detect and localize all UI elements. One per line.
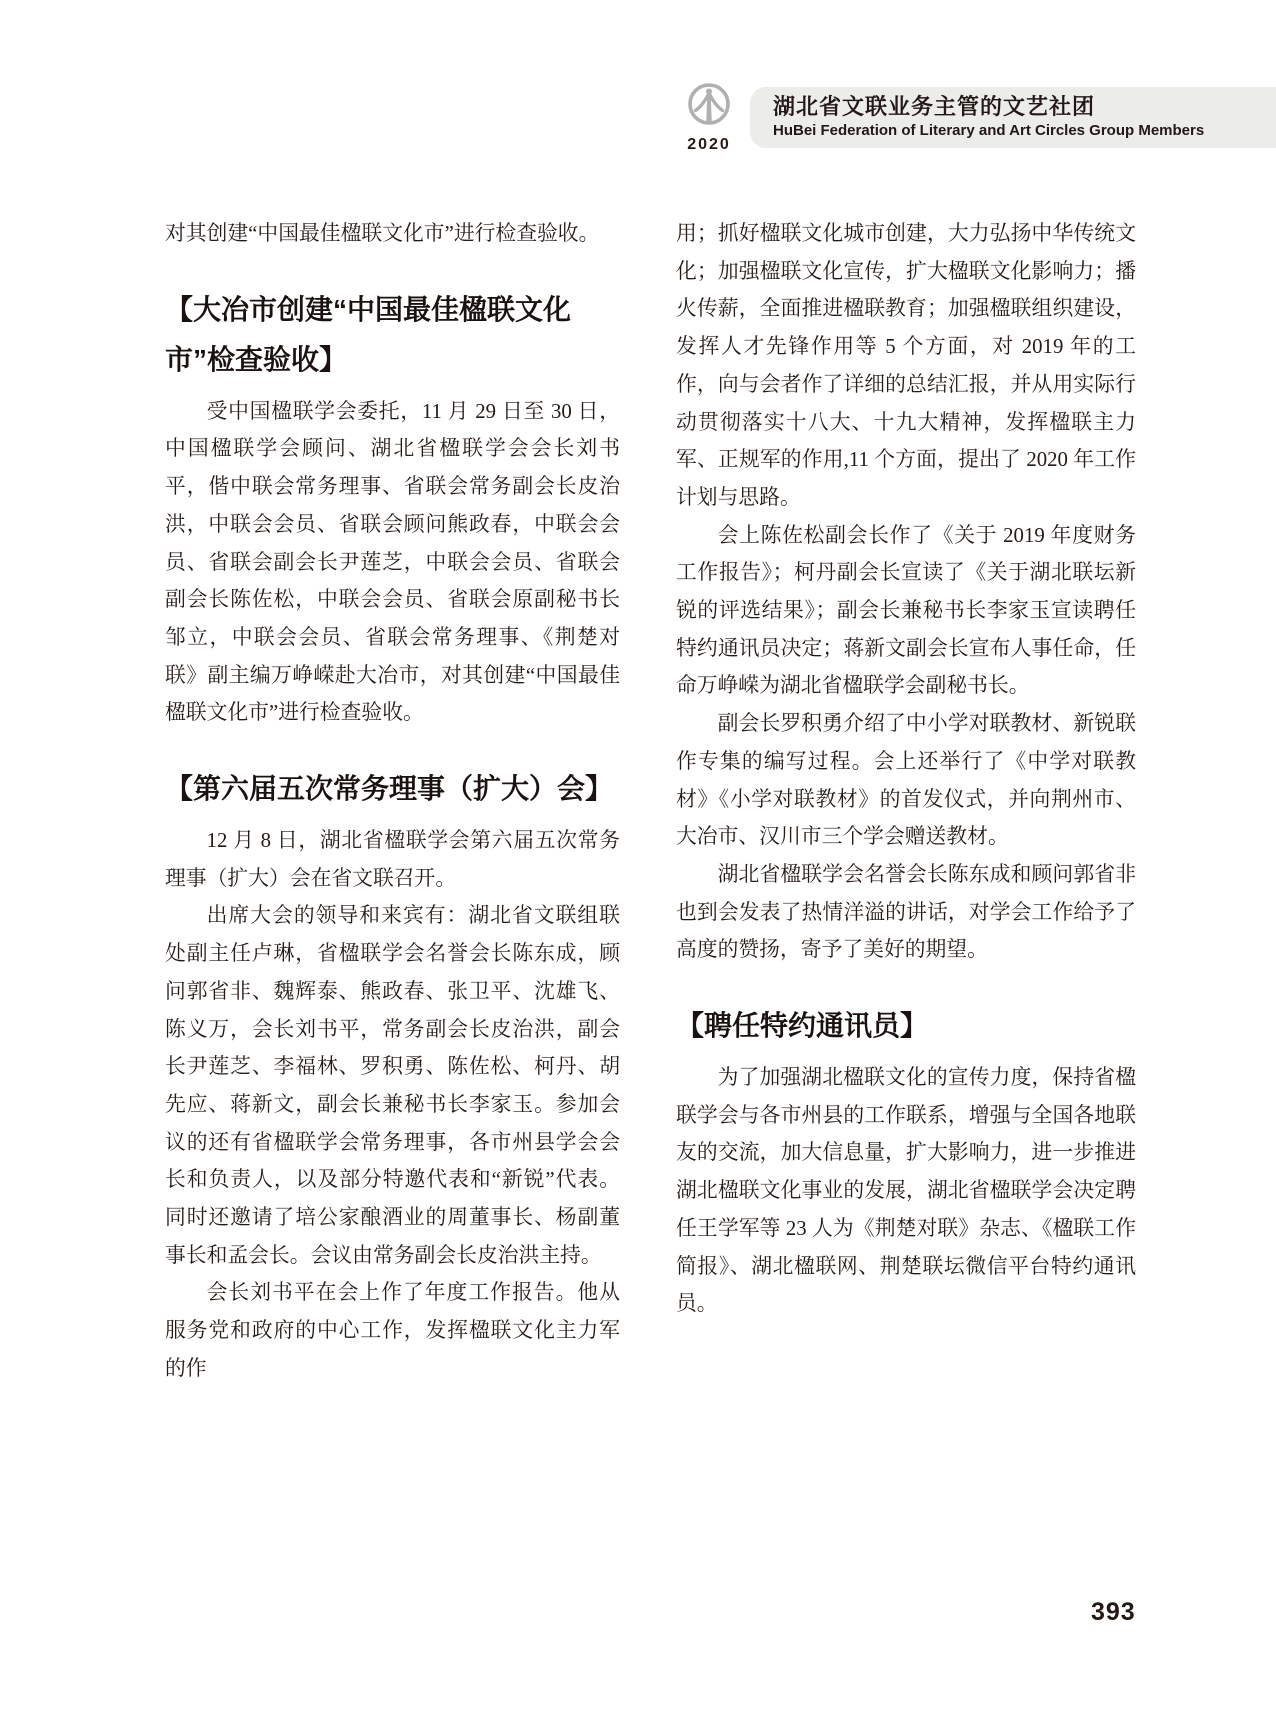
section-heading-daye-inspection: 【大冶市创建“中国最佳楹联文化市”检查验收】 xyxy=(165,293,572,375)
federation-logo-icon xyxy=(687,117,731,134)
page-number: 393 xyxy=(1091,1598,1136,1626)
section-heading-council-meeting: 【第六届五次常务理事（扩大）会】 xyxy=(165,773,614,805)
logo-year-label: 2020 xyxy=(687,136,731,153)
header-title-chinese: 湖北省文联业务主管的文艺社团 xyxy=(773,94,1096,119)
paragraph: 12 月 8 日，湖北省楹联学会第六届五次常务理事（扩大）会在省文联召开。 xyxy=(165,829,620,890)
left-column xyxy=(165,215,620,1388)
paragraph-continuation: 对其创建“中国最佳楹联文化市”进行检查验收。 xyxy=(165,222,600,245)
paragraph: 会上陈佐松副会长作了《关于 2019 年度财务工作报告》；柯丹副会长宣读了《关于湖北联坛新锐的评选结果》；副会长兼秘书长李家玉宣读聘任特约通讯员决定；蒋新文副会长宣布人事任命，任命万峥嵘为湖北省楹联学会副秘书长。 xyxy=(676,523,1136,698)
paragraph: 为了加强湖北楹联文化的宣传力度，保持省楹联学会与各市州县的工作联系，增强与全国各地联友的交流，加大信息量，扩大影响力，进一步推进湖北楹联文化事业的发展，湖北省楹联学会决定聘任王学军等 23 人为《荆楚对联》杂志、《楹联工作简报》、湖北楹联网、荆楚联坛微信平台特约通讯员。 xyxy=(676,1066,1136,1316)
header-banner xyxy=(750,87,1276,148)
paragraph: 湖北省楹联学会名誉会长陈东成和顾问郭省非也到会发表了热情洋溢的讲话，对学会工作给予了高度的赞扬，寄予了美好的期望。 xyxy=(676,862,1136,962)
header-title-english: HuBei Federation of Literary and Art Circles Group Members xyxy=(773,122,1205,139)
paragraph: 受中国楹联学会委托，11 月 29 日至 30 日，中国楹联学会顾问、湖北省楹联学会会长刘书平，偕中联会常务理事、省联会常务副会长皮治洪，中联会会员、省联会顾问熊政春，中联会会员、省联会副会长尹莲芝，中联会会员、省联会副会长陈佐松，中联会会员、省联会原副秘书长邹立，中联会会员、省联会常务理事、《荆楚对联》副主编万峥嵘赴大冶市，对其创建“中国最佳楹联文化市”进行检查验收。 xyxy=(165,399,620,725)
paragraph: 副会长罗积勇介绍了中小学对联教材、新锐联作专集的编写过程。会上还举行了《中学对联教材》《小学对联教材》的首发仪式，并向荆州市、大冶市、汉川市三个学会赠送教材。 xyxy=(676,712,1136,849)
header-logo-block xyxy=(684,80,734,154)
paragraph: 会长刘书平在会上作了年度工作报告。他从服务党和政府的中心工作，发挥楹联文化主力军的作 xyxy=(165,1281,620,1380)
paragraph: 出席大会的领导和来宾有：湖北省文联组联处副主任卢琳，省楹联学会名誉会长陈东成，顾问郭省非、魏辉泰、熊政春、张卫平、沈雄飞、陈义万，会长刘书平，常务副会长皮治洪，副会长尹莲芝、李福林、罗积勇、陈佐松、柯丹、胡先应、蒋新文，副会长兼秘书长李家玉。参加会议的还有省楹联学会常务理事，各市州县学会会长和负责人，以及部分特邀代表和“新锐”代表。同时还邀请了培公家酿酒业的周董事长、杨副董事长和孟会长。会议由常务副会长皮治洪主持。 xyxy=(165,904,620,1267)
right-column xyxy=(676,215,1136,1323)
section-heading-correspondents: 【聘任特约通讯员】 xyxy=(676,1010,929,1042)
paragraph-continuation: 用；抓好楹联文化城市创建，大力弘扬中华传统文化；加强楹联文化宣传，扩大楹联文化影响力；播火传薪，全面推进楹联教育；加强楹联组织建设，发挥人才先锋作用等 5 个方面，对 2019 年的工作，向与会者作了详细的总结汇报，并从用实际行动贯彻落实十八大、十九大精神，发挥楹联主力军、正规军的作用,11 个方面，提出了 2020 年工作计划与思路。 xyxy=(676,222,1136,509)
